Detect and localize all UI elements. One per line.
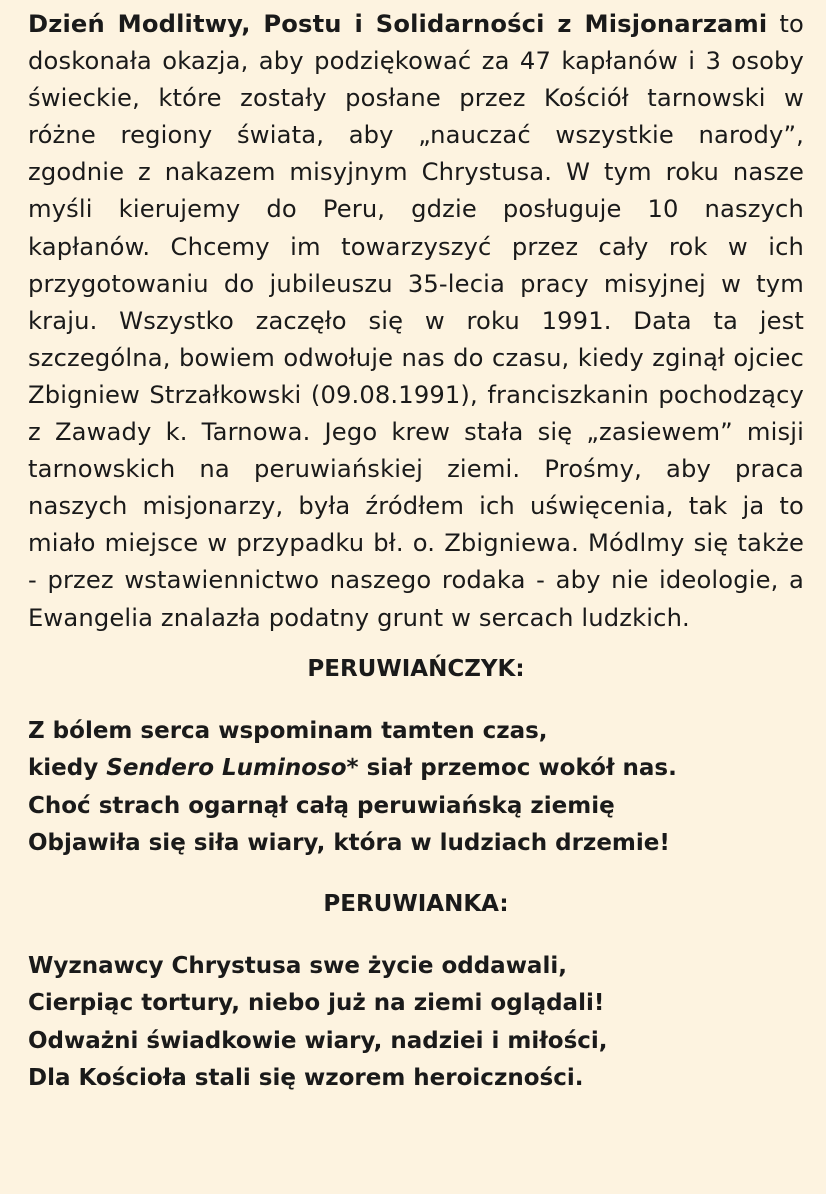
stanza-line-part: kiedy (28, 755, 107, 782)
stanza-line: Z bólem serca wspominam tamten czas, (28, 717, 548, 744)
stanza-peruwianczyk (28, 713, 804, 863)
stanza-line: Dla Kościoła stali się wzorem heroiczności. (28, 1065, 584, 1092)
speaker-heading-peruwianczyk: PERUWIAŃCZYK: (307, 655, 525, 682)
intro-lead: Dzień Modlitwy, Postu i Solidarności z Misjonarzami (28, 10, 768, 38)
stanza-line (28, 750, 804, 788)
stanza-line-italic: Sendero Luminoso* (106, 755, 359, 782)
intro-body: to doskonała okazja, aby podziękować za 47 kapłanów i 3 osoby świeckie, które zostały posłane przez Kościół tarnowski w różne regiony świata, aby „nauczać wszystkie narody”, zgodnie z nakazem misyjnym Chrystusa. W tym roku nasze myśli kierujemy do Peru, gdzie posługuje 10 naszych kapłanów. Chcemy im towarzyszyć przez cały rok w ich przygotowaniu do jubileuszu 35-lecia pracy misyjnej w tym kraju. Wszystko zaczęło się w roku 1991. Data ta jest szczególna, bowiem odwołuje nas do czasu, kiedy zginął ojciec Zbigniew Strzałkowski (09.08.1991), franciszkanin pochodzący z Zawady k. Tarnowa. Jego krew stała się „zasiewem” misji tarnowskich na peruwiańskiej ziemi. Prośmy, aby praca naszych misjonarzy, była źródłem ich uświęcenia, tak ja to miało miejsce w przypadku bł. o. Zbigniewa. Módlmy się także - przez wstawiennictwo naszego rodaka - aby nie ideologie, a Ewangelia znalazła podatny grunt w sercach ludzkich. (28, 10, 805, 632)
stanza-peruwianka (28, 948, 804, 1098)
stanza-line: Cierpiąc tortury, niebo już na ziemi oglądali! (28, 990, 605, 1017)
stanza-line-part: siał przemoc wokół nas. (358, 755, 677, 782)
speaker-heading-peruwianka: PERUWIANKA: (323, 890, 509, 917)
stanza-line: Odważni świadkowie wiary, nadziei i miłości, (28, 1027, 608, 1054)
stanza-line: Choć strach ogarnął całą peruwiańską ziemię (28, 792, 615, 819)
intro-paragraph (28, 6, 804, 637)
stanza-line: Wyznawcy Chrystusa swe życie oddawali, (28, 952, 567, 979)
stanza-line: Objawiła się siła wiary, która w ludziach drzemie! (28, 830, 670, 857)
